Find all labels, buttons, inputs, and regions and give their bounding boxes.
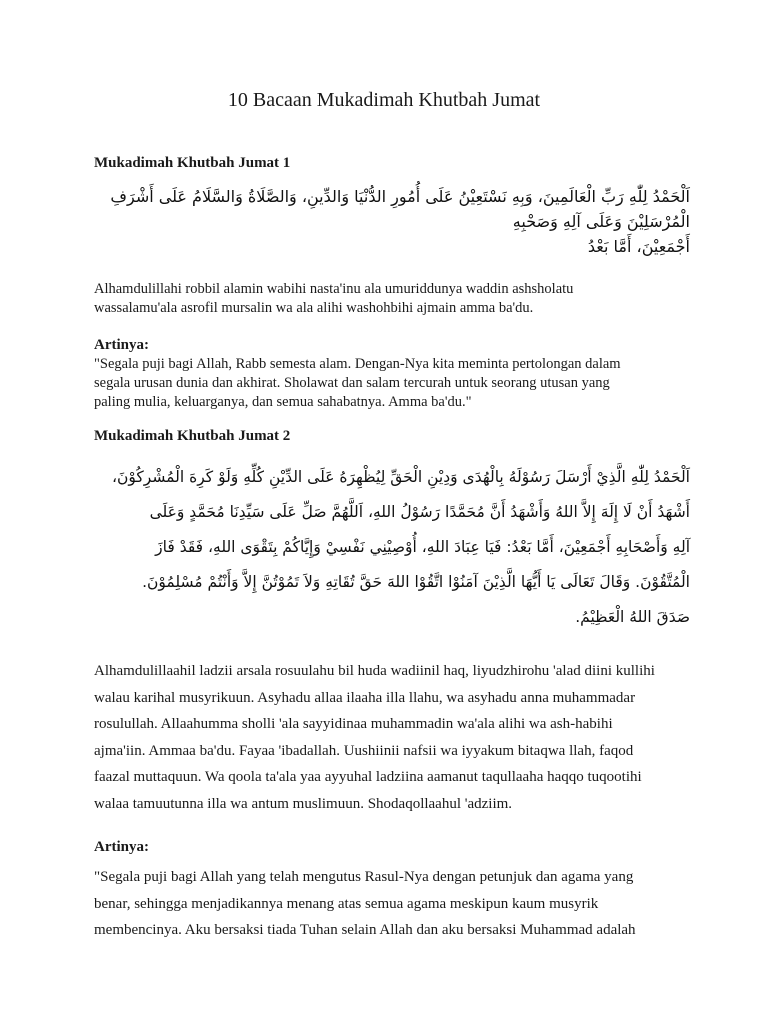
section-2-heading: Mukadimah Khutbah Jumat 2: [94, 428, 291, 444]
section-2-artinya-label: Artinya:: [94, 839, 149, 855]
arabic-line: آلِهِ وَأَصْحَابِهِ أَجْمَعِيْنَ، أَمَّا بَعْدُ: فَيَا عِبَادَ اللهِ، أُوْصِيْنِي نَفْسِيْ وَإِيَّاكُمْ بِتَقْوَى اللهِ، فَقَدْ فَازَ: [155, 538, 690, 556]
translation-line: "Segala puji bagi Allah, Rabb semesta alam. Dengan-Nya kita meminta pertolongan dalam: [94, 356, 621, 372]
arabic-line: أَشْهَدُ أَنْ لَا إِلَهَ إِلاَّ اللهُ وَأَشْهَدُ أَنَّ مُحَمَّدًا رَسُوْلُ اللهِ، اَللَّهُمَّ صَلِّ عَلَى سَيِّدِنَا مُحَمَّدٍ وَعَلَى: [149, 503, 690, 521]
section-2-translation: [94, 864, 684, 944]
translation-line: benar, sehingga menjadikannya menang atas semua agama meskipun kaum musyrik: [94, 895, 599, 912]
transliteration-line: wassalamu'ala asrofil mursalin wa ala alihi washohbihi ajmain amma ba'du.: [94, 300, 534, 316]
transliteration-line: walau karihal musyrikuun. Asyhadu allaa ilaaha illa llahu, wa asyhadu anna muhammadar: [94, 689, 636, 706]
translation-line: membencinya. Aku bersaksi tiada Tuhan selain Allah dan aku bersaksi Muhammad adalah: [94, 922, 636, 938]
transliteration-line: walaa tamuutunna illa wa antum muslimuun. Shodaqollaahul 'adziim.: [94, 795, 513, 812]
section-1-heading: Mukadimah Khutbah Jumat 1: [94, 155, 291, 171]
translation-line: segala urusan dunia dan akhirat. Sholawat dan salam tercurah untuk seorang utusan yang: [94, 375, 610, 391]
transliteration-line: Alhamdulillahi robbil alamin wabihi nasta'inu ala umuriddunya waddin ashsholatu: [94, 281, 574, 297]
section-2-transliteration: [94, 658, 684, 817]
transliteration-line: Alhamdulillaahil ladzii arsala rosuulahu bil huda wadiinil haq, liyudzhirohu 'alad diini kullihi: [94, 663, 655, 679]
arabic-line: اَلْحَمْدُ لِلّٰهِ الَّذِيْ أَرْسَلَ رَسُوْلَهُ بِالْهُدَى وَدِيْنِ الْحَقِّ لِيُظْهِرَهُ عَلَى الدِّيْنِ كُلِّهِ وَلَوْ كَرِهَ الْمُشْرِكُوْنَ،: [112, 468, 690, 486]
transliteration-line: rosulullah. Allaahumma sholli 'ala sayyidinaa muhammadin wa'ala alihi wa ash-habihi: [94, 716, 613, 732]
arabic-line: الْمُرْسَلِيْنَ وَعَلَى آلِهِ وَصَحْبِهِ: [512, 212, 690, 231]
transliteration-line: ajma'iin. Ammaa ba'du. Fayaa 'ibadallah. Uushiinii nafsii wa iyyakum bitaqwa llah, faqod: [94, 742, 634, 759]
transliteration-line: faazal muttaquun. Wa qoola ta'ala yaa ayyuhal ladziina aamanut taqullaaha haqqo tuqootihi: [94, 769, 642, 785]
section-1-transliteration: [94, 280, 684, 318]
section-2-arabic-text: [94, 460, 690, 635]
section-1-artinya-label: Artinya:: [94, 337, 149, 353]
section-1-translation: [94, 355, 684, 412]
section-1-arabic-text: [94, 184, 690, 259]
translation-line: "Segala puji bagi Allah yang telah mengutus Rasul-Nya dengan petunjuk dan agama yang: [94, 869, 634, 885]
arabic-line: اَلْحَمْدُ لِلّٰهِ رَبِّ الْعَالَمِينَ، وَبِهِ نَسْتَعِيْنُ عَلَى أُمُورِ الدُّنْيَا وَالدِّينِ، وَالصَّلَاةُ وَالسَّلَامُ عَلَى أَشْرَفِ: [110, 187, 690, 206]
arabic-line: أَجْمَعِيْنَ، أَمَّا بَعْدُ: [587, 237, 690, 256]
translation-line: paling mulia, keluarganya, dan semua sahabatnya. Amma ba'du.": [94, 394, 472, 410]
document-title: 10 Bacaan Mukadimah Khutbah Jumat: [227, 89, 541, 111]
arabic-line: صَدَقَ اللهُ الْعَظِيْمُ.: [575, 608, 690, 626]
arabic-line: الْمُتَّقُوْنَ. وَقَالَ تَعَالَى يَا أَيُّهَا الَّذِيْنَ آمَنُوْا اتَّقُوْا اللهَ حَقَّ تُقَاتِهِ وَلاَ تَمُوْتُنَّ إِلاَّ وَأَنْتُمْ مُسْلِمُوْنَ.: [142, 573, 690, 591]
